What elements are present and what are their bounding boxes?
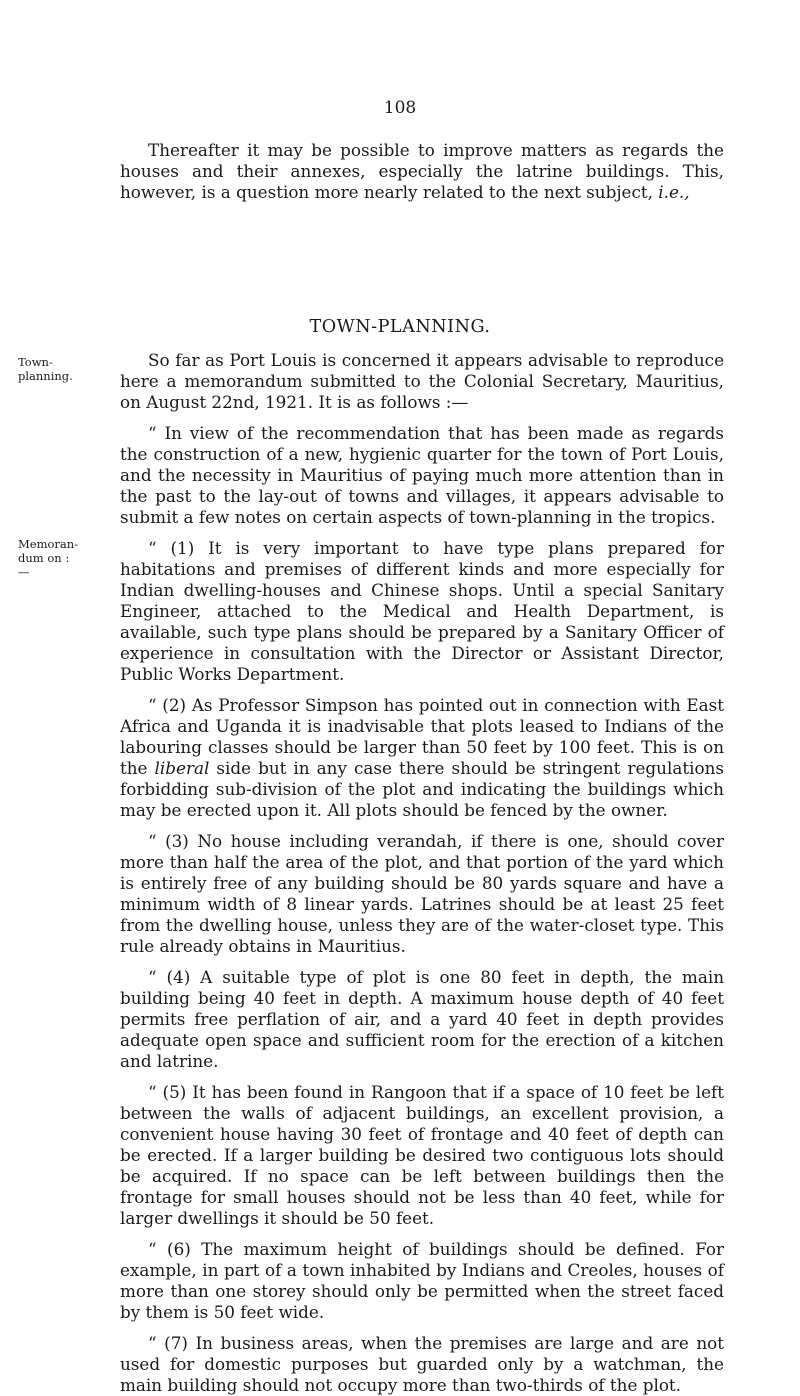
port-louis-paragraph — [120, 350, 724, 413]
point-2-text-a: “ (2) As Professor Simpson has pointed out in connection with East Africa and Uganda it is inadvisable that plots leased to Indians of the labouring classes should be larger than 50 feet by 100 feet. This is on the — [120, 695, 724, 778]
point-7-paragraph — [120, 1333, 724, 1396]
ie-abbrev: i.e., — [658, 182, 690, 202]
point-7-text: “ (7) In business areas, when the premises are large and are not used for domestic purposes but guarded only by a watchman, the main building should not occupy more than two-thirds of the plot. — [120, 1333, 724, 1395]
page-number: 108 — [383, 98, 417, 118]
view-paragraph — [120, 423, 724, 528]
intro-paragraph — [120, 140, 724, 203]
port-louis-text: So far as Port Louis is concerned it appears advisable to reproduce here a memorandum submitted to the Colonial Secretary, Mauritius, on August 22nd, 1921. It is as follows :— — [120, 350, 724, 412]
point-3-text: “ (3) No house including verandah, if there is one, should cover more than half the area of the plot, and that portion of the yard which is entirely free of any building should be 80 yards square and have a minimum width of 8 linear yards. Latrines should be at least 25 feet from the dwelling house, unless they are of the water-closet type. This rule already obtains in Mauritius. — [120, 831, 724, 956]
point-5-paragraph — [120, 1082, 724, 1229]
point-6-paragraph — [120, 1239, 724, 1323]
intro-text: Thereafter it may be possible to improve matters as regards the houses and their annexes, especially the latrine buildings. This, however, is a question more nearly related to the next subject, — [120, 140, 724, 202]
point-3-paragraph — [120, 831, 724, 957]
point-6-text: “ (6) The maximum height of buildings should be defined. For example, in part of a town inhabited by Indians and Creoles, houses of more than one storey should only be permitted when the street faced by them is 50 feet wide. — [120, 1239, 724, 1322]
point-5-text: “ (5) It has been found in Rangoon that if a space of 10 feet be left between the walls of adjacent buildings, an excellent provision, a convenient house having 30 feet of frontage and 40 feet of depth can be erected. If a larger building be desired two contiguous lots should be acquired. If no space can be left between buildings then the frontage for small houses should not be less than 40 feet, while for larger dwellings it should be 50 feet. — [120, 1082, 724, 1228]
point-1-paragraph — [120, 538, 724, 685]
margin-note-town-planning: Town-planning. — [18, 355, 73, 383]
point-2-paragraph — [120, 695, 724, 821]
margin-note-memorandum: Memoran-dum on :— — [18, 537, 79, 579]
point-4-paragraph — [120, 967, 724, 1072]
point-4-text: “ (4) A suitable type of plot is one 80 feet in depth, the main building being 40 feet in depth. A maximum house depth of 40 feet permits free perflation of air, and a yard 40 feet in depth provides adequate open space and sufficient room for the erection of a kitchen and latrine. — [120, 967, 724, 1071]
point-2-text-b: side but in any case there should be stringent regulations forbidding sub-division of the plot and indicating the buildings which may be erected upon it. All plots should be fenced by the owner. — [120, 758, 724, 820]
section-heading: TOWN-PLANNING. — [309, 317, 491, 337]
liberal-emphasis: liberal — [154, 758, 210, 778]
view-text: “ In view of the recommendation that has been made as regards the construction of a new, hygienic quarter for the town of Port Louis, and the necessity in Mauritius of paying much more attention than in the past to the lay-out of towns and villages, it appears advisable to submit a few notes on certain aspects of town-planning in the tropics. — [120, 423, 724, 527]
point-1-text: “ (1) It is very important to have type plans prepared for habitations and premises of different kinds and more especially for Indian dwelling-houses and Chinese shops. Until a special Sanitary Engineer, attached to the Medical and Health Department, is available, such type plans should be prepared by a Sanitary Officer of experience in consultation with the Director or Assistant Director, Public Works Department. — [120, 538, 724, 684]
